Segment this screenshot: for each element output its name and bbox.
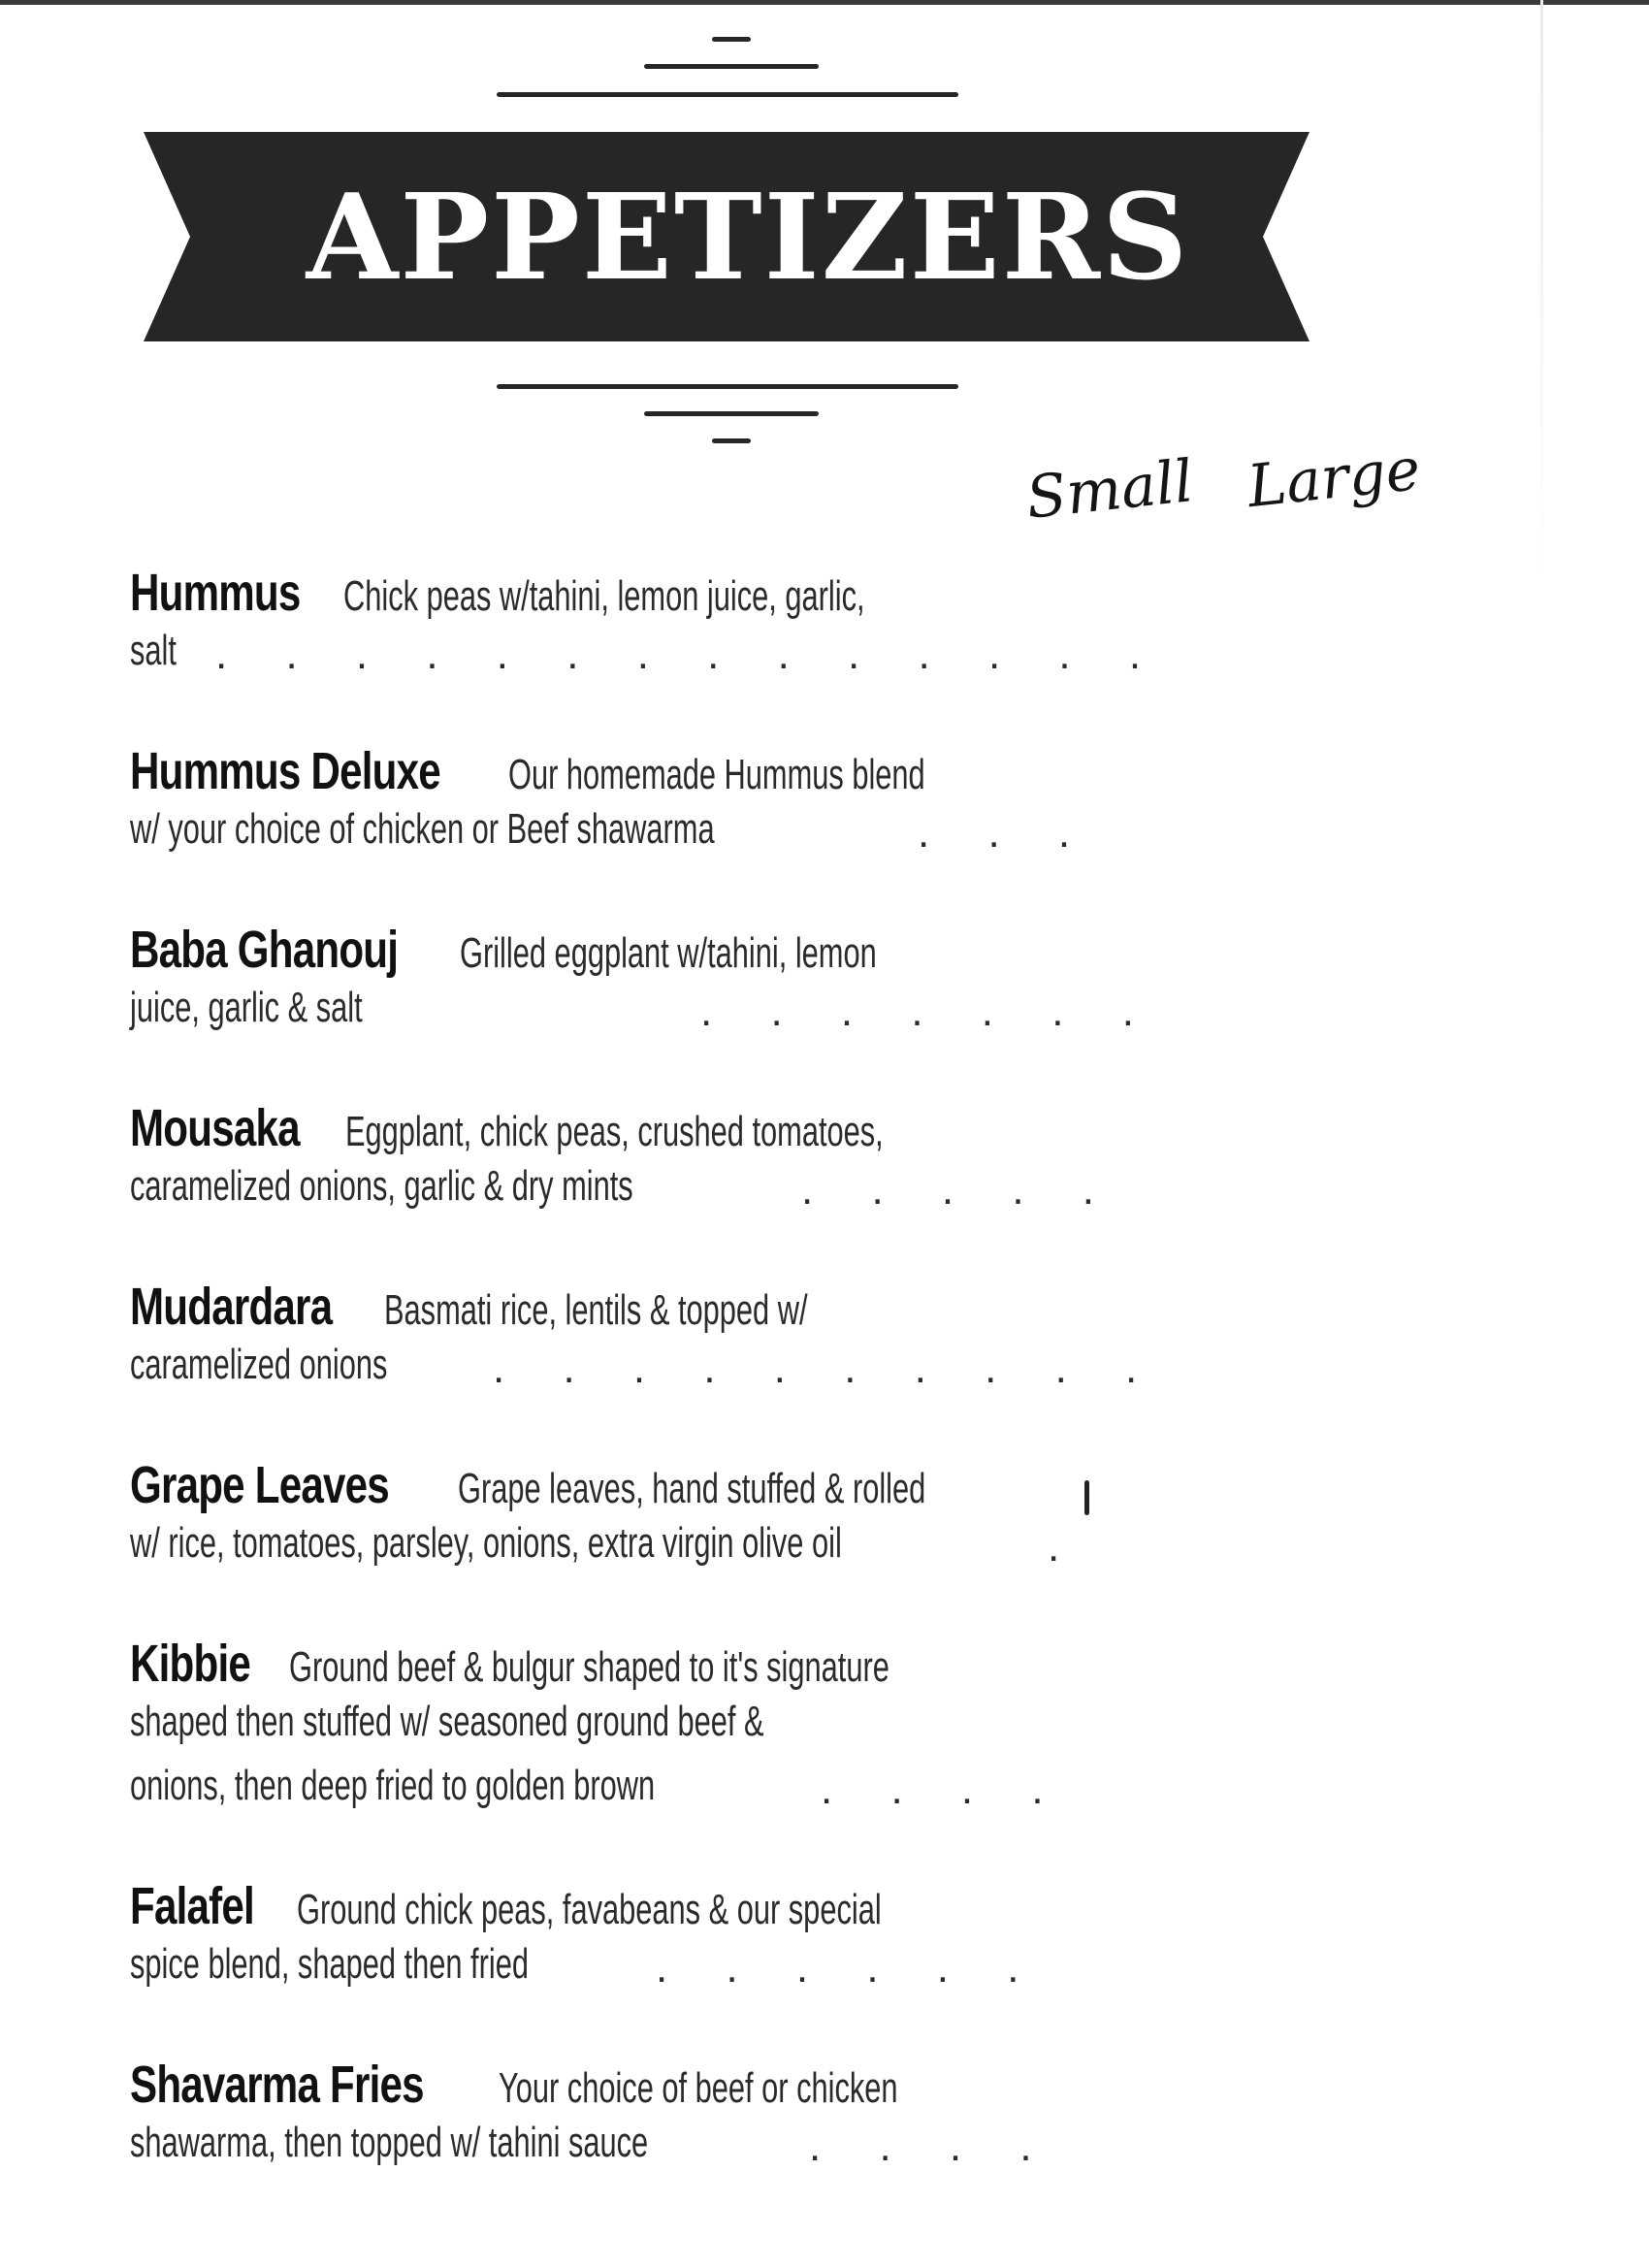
item-description: onions, then deep fried to golden brown: [130, 1762, 656, 1809]
item-description: shawarma, then topped w/ tahini sauce: [130, 2119, 649, 2166]
item-line: [130, 741, 1100, 805]
item-line: [130, 627, 1165, 691]
dot-leader: .: [1048, 1523, 1083, 1571]
item-line: [130, 2055, 1100, 2119]
item-line: [130, 563, 1100, 627]
item-description: Ground beef & bulgur shaped to it's signature: [289, 1643, 889, 1691]
menu-item-baba-ghanouj: [130, 920, 1157, 1048]
ornament-rule-bottom-3: [712, 438, 751, 443]
item-name: Baba Ghanouj: [130, 921, 399, 979]
ornament-rule-top-3: [497, 92, 958, 97]
menu-item-grape-leaves: [130, 1455, 1100, 1583]
item-name: Mudardara: [130, 1278, 333, 1336]
ornament-rule-top-2: [644, 64, 819, 69]
item-line: [130, 1341, 1161, 1405]
item-description: spice blend, shaped then fried: [130, 1940, 529, 1988]
item-description: Ground chick peas, favabeans & our special: [297, 1886, 882, 1933]
item-description: Eggplant, chick peas, crushed tomatoes,: [345, 1108, 884, 1155]
ornament-rule-bottom-2: [644, 411, 819, 416]
item-line: [130, 1634, 1100, 1698]
item-name: Falafel: [130, 1877, 254, 1935]
item-description: caramelized onions: [130, 1341, 388, 1388]
item-description: shaped then stuffed w/ seasoned ground beef &: [130, 1698, 764, 1745]
dot-leader: . . .: [918, 809, 1094, 857]
section-title: APPETIZERS: [306, 167, 1190, 307]
menu-item-falafel: [130, 1876, 1100, 2004]
menu-item-hummus: [130, 563, 1165, 691]
ornament-rule-bottom-1: [497, 384, 958, 389]
item-description: Your choice of beef or chicken: [499, 2064, 898, 2112]
item-name: Hummus: [130, 564, 301, 622]
item-line: [130, 1277, 1100, 1341]
item-name: Shavarma Fries: [130, 2056, 424, 2114]
item-name: Kibbie: [130, 1635, 251, 1693]
item-line: [130, 1519, 1100, 1583]
item-line: [130, 2119, 1100, 2183]
item-line: [130, 984, 1157, 1048]
scan-right-shadow: [1540, 0, 1543, 582]
item-name: Hummus Deluxe: [130, 742, 440, 800]
ornament-rule-top-1: [712, 37, 751, 42]
item-description: juice, garlic & salt: [130, 984, 363, 1031]
item-line: [130, 1876, 1100, 1940]
menu-item-hummus-deluxe: [130, 741, 1100, 869]
scan-top-edge: [0, 0, 1649, 5]
item-description: Basmati rice, lentils & topped w/: [384, 1286, 808, 1334]
menu-item-mousaka: [130, 1098, 1118, 1226]
item-description: Grape leaves, hand stuffed & rolled: [458, 1465, 926, 1512]
item-line: [130, 1162, 1118, 1226]
dot-leader: . . . . . . . . . . . . . .: [215, 631, 1165, 678]
item-description: salt: [130, 627, 177, 674]
item-line: [130, 1762, 1100, 1826]
item-description: caramelized onions, garlic & dry mints: [130, 1162, 633, 1210]
item-line: [130, 1455, 1100, 1519]
section-banner: [144, 132, 1310, 341]
item-description: Chick peas w/tahini, lemon juice, garlic,: [343, 572, 865, 620]
item-description: w/ rice, tomatoes, parsley, onions, extra virgin olive oil: [130, 1519, 842, 1567]
dot-leader: . . . . . . . . . .: [493, 1345, 1161, 1392]
item-line: [130, 805, 1100, 869]
item-line: [130, 1698, 1100, 1762]
dot-leader: . . . .: [821, 1766, 1067, 1813]
item-line: [130, 1098, 1100, 1162]
dot-leader: . . . . . . .: [700, 988, 1157, 1035]
item-description: Our homemade Hummus blend: [508, 751, 925, 798]
item-line: [130, 1940, 1100, 2004]
dot-leader: . . . . .: [801, 1166, 1118, 1214]
size-header-small: Small: [1022, 447, 1197, 533]
menu-item-kibbie: [130, 1634, 1100, 1826]
dot-leader: . . . . . .: [656, 1944, 1043, 1992]
item-name: Grape Leaves: [130, 1456, 389, 1514]
menu-item-mudardara: [130, 1277, 1161, 1405]
item-line: [130, 920, 1100, 984]
dot-leader: . . . .: [809, 2122, 1055, 2170]
item-description: Grilled eggplant w/tahini, lemon: [460, 929, 877, 977]
size-header-large: Large: [1244, 435, 1424, 522]
item-name: Mousaka: [130, 1099, 300, 1157]
cut-off-price-mark: [1084, 1480, 1089, 1515]
item-description: w/ your choice of chicken or Beef shawarma: [130, 805, 715, 853]
menu-item-shavarma-fries: [130, 2055, 1100, 2183]
